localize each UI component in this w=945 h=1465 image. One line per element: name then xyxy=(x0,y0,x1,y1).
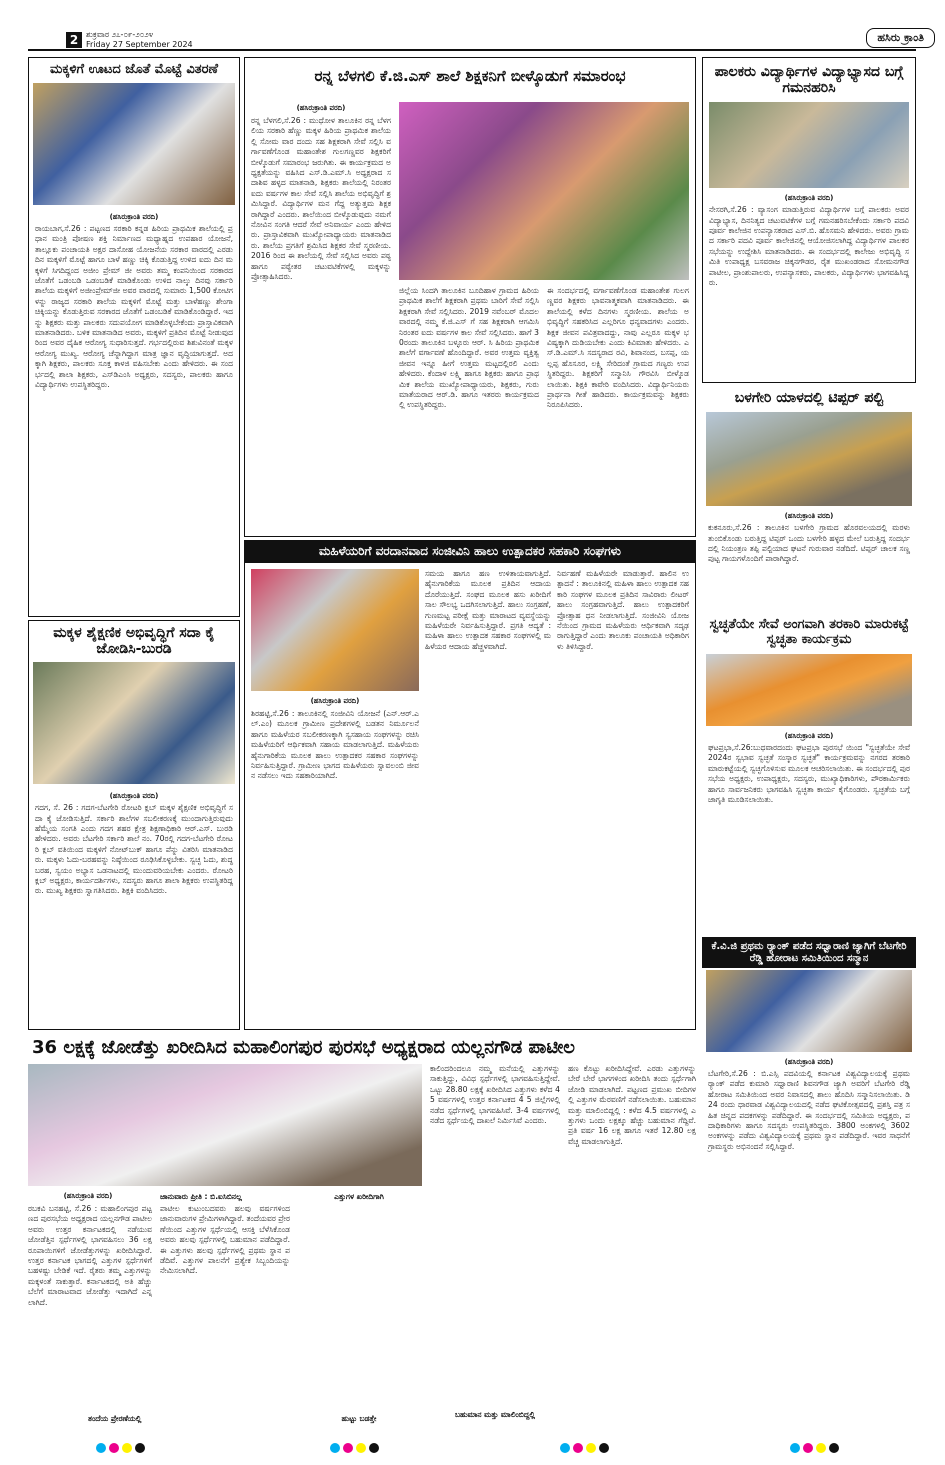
story-dairy xyxy=(244,540,696,1030)
credit: (ಹಸಿರುಕ್ರಾಂತಿ ವರದಿ) xyxy=(784,194,834,203)
credit: (ಹಸಿರುಕ್ರಾಂತಿ ವರದಿ) xyxy=(784,512,834,521)
credit: (ಹಸಿರುಕ್ರಾಂತಿ ವರದಿ) xyxy=(310,697,360,705)
headline: ಮಕ್ಕಳಿಗೆ ಊಟದ ಜೊತೆ ಮೊಟ್ಟೆ ವಿತರಣೆ xyxy=(49,62,219,77)
story-photo xyxy=(33,662,235,784)
headline: ಪಾಲಕರು ವಿದ್ಯಾರ್ಥಿಗಳ ವಿದ್ಯಾಭ್ಯಾಸದ ಬಗ್ಗೆ ಗಮನಹರಿಸಿ xyxy=(714,64,904,97)
story-body-a: ಶಿರಹಟ್ಟಿ,ಸೆ.26 : ತಾಲೂಕಿನಲ್ಲಿ ಸಂಜೀವಿನಿ ಯೋಜನೆ (ಎನ್.ಆರ್.ಎಲ್.ಎಂ) ಮೂಲಕ ಗ್ರಾಮೀಣ ಪ್ರದೇಶಗಳಲ್ಲಿ ಬಡತನ ನಿರ್ಮೂಲನೆ ಹಾಗೂ ಮಹಿಳೆಯರ ಸಬಲೀಕರಣಕ್ಕಾಗಿ ಸ್ವಸಹಾಯ ಸಂಘಗಳನ್ನು ರಚಿಸಿ ಮಹಿಳೆಯರಿಗೆ ಆರ್ಥಿಕವಾಗಿ ಸಹಾಯ ಮಾಡಲಾಗುತ್ತಿದೆ. ಮಹಿಳೆಯರು ಹೈನುಗಾರಿಕೆಯ ಮೂಲಕ ಹಾಲು ಉತ್ಪಾದಕರ ಸಹಕಾರ ಸಂಘಗಳನ್ನು ನಿರ್ವಹಿಸುತ್ತಿದ್ದಾರೆ. ಗ್ರಾಮೀಣ ಭಾಗದ ಮಹಿಳೆಯರು ಸ್ವಾವಲಂಬಿ ಜೀವನ ನಡೆಸಲು ಇದು ಸಹಕಾರಿಯಾಗಿದೆ. xyxy=(251,709,419,781)
story-body-a: ರಬಕವಿ ಬನಹಟ್ಟಿ, ಸೆ.26 : ಮಹಾಲಿಂಗಪುರ ಪಟ್ಟಣದ ಪುರಸಭೆಯ ಅಧ್ಯಕ್ಷರಾದ ಯಲ್ಲನಗೌಡ ಪಾಟೀಲ ಅವರು ಉತ್ತರ ಕರ್ನಾಟಕದಲ್ಲಿ ನಡೆಯುವ ಜೋಡೆತ್ತಿನ ಸ್ಪರ್ಧೆಗಳಲ್ಲಿ ಭಾಗವಹಿಸಲು 36 ಲಕ್ಷ ರೂಪಾಯಿಗಳಿಗೆ ಜೋಡೆತ್ತುಗಳನ್ನು ಖರೀದಿಸಿದ್ದಾರೆ. ಉತ್ತರ ಕರ್ನಾಟಕ ಭಾಗದಲ್ಲಿ ಎತ್ತುಗಳ ಸ್ಪರ್ಧೆಗಳಿಗೆ ಬಹಳಷ್ಟು ಬೇಡಿಕೆ ಇದೆ. ರೈತರು ತಮ್ಮ ಎತ್ತುಗಳನ್ನು ಮಕ್ಕಳಂತೆ ಸಾಕುತ್ತಾರೆ. ಕರ್ನಾಟಕದಲ್ಲಿ ಅತಿ ಹೆಚ್ಚು ಬೆಲೆಗೆ ಮಾರಾಟವಾದ ಜೋಡೆತ್ತು ಇದಾಗಿದೆ ಎನ್ನಲಾಗಿದೆ. xyxy=(28,1204,152,1307)
cmyk-mark-center-right xyxy=(560,1443,620,1453)
credit: (ಹಸಿರುಕ್ರಾಂತಿ ವರದಿ) xyxy=(109,212,159,221)
masthead: ಹಸಿರು ಕ್ರಾಂತಿ xyxy=(866,28,935,48)
story-body-d: ಹಣ ಕೊಟ್ಟು ಖರೀದಿಸಿದ್ದೇವೆ. ಎರಡು ಎತ್ತುಗಳನ್ನು ಬೇರೆ ಬೇರೆ ಭಾಗಗಳಿಂದ ಖರೀದಿಸಿ ತಂದು ಸ್ಪರ್ಧೆಗಾಗಿ ಜೋಡಿ ಮಾಡಲಾಗಿದೆ. ಪಟ್ಟಣದ ಪ್ರಮುಖ ಬೀದಿಗಳಲ್ಲಿ ಎತ್ತುಗಳ ಮೆರವಣಿಗೆ ನಡೆಸಲಾಯಿತು. ಬಹುಮಾನ ಮತ್ತು ಮಾಲಿಂಬಿದ್ದಲ್ಲಿ : ಕಳೆದ 4.5 ವರ್ಷಗಳಲ್ಲಿ ಎತ್ತುಗಳು ಒಂದು ಲಕ್ಷಕ್ಕೂ ಹೆಚ್ಚು ಬಹುಮಾನ ಗೆದ್ದಿವೆ. ಪ್ರತಿ ವರ್ಷ 16 ಲಕ್ಷ ಹಾಗೂ ಇತರೆ 12.80 ಲಕ್ಷ ವೆಚ್ಚ ಮಾಡಲಾಗುತ್ತಿದೆ. xyxy=(568,1064,696,1146)
story-body-c: ನಿರ್ವಹಣೆ ಮಹಿಳೆಯರೇ ಮಾಡುತ್ತಾರೆ. ಹಾಲಿನ ಉತ್ಪಾದನೆ : ತಾಲೂಕಿನಲ್ಲಿ ಮಹಿಳಾ ಹಾಲು ಉತ್ಪಾದಕ ಸಹಕಾರಿ ಸಂಘಗಳ ಮೂಲಕ ಪ್ರತಿದಿನ ಸಾವಿರಾರು ಲೀಟರ್ ಹಾಲು ಸಂಗ್ರಹವಾಗುತ್ತಿದೆ. ಹಾಲು ಉತ್ಪಾದಕರಿಗೆ ಪ್ರೋತ್ಸಾಹ ಧನ ನೀಡಲಾಗುತ್ತಿದೆ. ಸಂಜೀವಿನಿ ಯೋಜನೆಯಿಂದ ಗ್ರಾಮದ ಮಹಿಳೆಯರು ಆರ್ಥಿಕವಾಗಿ ಸದೃಢರಾಗುತ್ತಿದ್ದಾರೆ ಎಂದು ತಾಲೂಕು ಪಂಚಾಯತಿ ಅಧಿಕಾರಿಗಳು ತಿಳಿಸಿದ್ದಾರೆ. xyxy=(557,569,689,651)
credit: (ಹಸಿರುಕ್ರಾಂತಿ ವರದಿ) xyxy=(784,1058,834,1066)
headline: 36 ಲಕ್ಷಕ್ಕೆ ಜೋಡೆತ್ತು ಖರೀದಿಸಿದ ಮಹಾಲಿಂಗಪುರ ಪುರಸಭೆ ಅಧ್ಯಕ್ಷರಾದ ಯಲ್ಲನಗೌಡ ಪಾಟೀಲ xyxy=(32,1037,575,1058)
page-header xyxy=(0,0,945,52)
headline: ಬಳಗೇರಿ ಯಾಳದಲ್ಲಿ ಟಿಪ್ಪರ್ ಪಲ್ಟಿ xyxy=(734,390,884,406)
cmyk-mark-right xyxy=(790,1443,850,1453)
story-photo xyxy=(33,83,235,205)
header-rule xyxy=(28,49,916,51)
headline: ಮಕ್ಕಳ ಶೈಕ್ಷಣಿಕ ಅಭಿವೃದ್ಧಿಗೆ ಸದಾ ಕೈ ಜೋಡಿಸಿ-ಬುರಡಿ xyxy=(53,625,215,658)
story-kvg xyxy=(702,937,916,1437)
story-body-left: ರನ್ನ ಬೆಳಗಲಿ,ಸೆ.26 : ಮುಧೋಳ ತಾಲೂಕಿನ ರನ್ನ ಬೆಳಗಲಿಯ ಸರಕಾರಿ ಹೆಣ್ಣು ಮಕ್ಕಳ ಹಿರಿಯ ಪ್ರಾಥಮಿಕ ಶಾಲೆಯಲ್ಲಿ ಸೋಮ ವಾರ ದಂದು ಸಹ ಶಿಕ್ಷಕರಾಗಿ ಸೇವೆ ಸಲ್ಲಿಸಿ ವರ್ಗಾವಣೆಗೊಂಡ ಮಹಾಂತೇಶ ಗುಲಗಣ್ಣವರ ಶಿಕ್ಷಕರಿಗೆ ಬೀಳ್ಕೊಡುಗೆ ಸಮಾರಂಭ ಜರುಗಿತು. ಈ ಕಾರ್ಯಕ್ರಮದ ಅಧ್ಯಕ್ಷತೆಯನ್ನು ವಹಿಸಿದ ಎಸ್.ಡಿ.ಎಮ್.ಸಿ ಅಧ್ಯಕ್ಷರಾದ ಸದಾಶಿವ ಹಳ್ಳದ ಮಾತನಾಡಿ, ಶಿಕ್ಷಕರು ಶಾಲೆಯಲ್ಲಿ ನಿರಂತರ ಐದು ವರ್ಷಗಳ ಕಾಲ ಸೇವೆ ಸಲ್ಲಿಸಿ ಶಾಲೆಯ ಅಭಿವೃದ್ಧಿಗೆ ಶ್ರಮಿಸಿದ್ದಾರೆ. ವಿದ್ಯಾರ್ಥಿಗಳ ಮನ ಗೆದ್ದ ಅತ್ಯುತ್ತಮ ಶಿಕ್ಷಕರಾಗಿದ್ದಾರೆ ಎಂದರು. ಶಾಲೆಯಿಂದ ಬೀಳ್ಕೊಡುವುದು ನಮಗೆ ನೋವಿನ ಸಂಗತಿ ಆದರೆ ಸೇವೆ ಅನಿವಾರ್ಯ ಎಂದು ಹೇಳಿದರು. ಪ್ರಾಸ್ತಾವಿಕವಾಗಿ ಮುಖ್ಯೋಪಾಧ್ಯಾಯರು ಮಾತನಾಡಿದರು. ಶಾಲೆಯ ಪ್ರಗತಿಗೆ ಶ್ರಮಿಸಿದ ಶಿಕ್ಷಕರ ಸೇವೆ ಸ್ಮರಣೀಯ. 2016 ರಿಂದ ಈ ಶಾಲೆಯಲ್ಲಿ ಸೇವೆ ಸಲ್ಲಿಸಿದ ಅವರು ಪಠ್ಯ ಹಾಗೂ ಪಠ್ಯೇತರ ಚಟುವಟಿಕೆಗಳಲ್ಲಿ ಮಕ್ಕಳನ್ನು ಪ್ರೋತ್ಸಾಹಿಸಿದರು. xyxy=(251,116,391,282)
story-body-c: ಕಾಲಿಂದರಿಂದಲೂ ನಮ್ಮ ಮನೆಯಲ್ಲಿ ಎತ್ತುಗಳನ್ನು ಸಾಕುತ್ತಿದ್ದು, ವಿವಿಧ ಸ್ಪರ್ಧೆಗಳಲ್ಲಿ ಭಾಗವಹಿಸುತ್ತಿದ್ದೇವೆ. ಒಟ್ಟು 28.80 ಲಕ್ಷಕ್ಕೆ ಖರೀದಿಸಿದ ಎತ್ತುಗಳು ಕಳೆದ 4 5 ವರ್ಷಗಳಲ್ಲಿ ಉತ್ತರ ಕರ್ನಾಟಕದ 4 5 ಜಿಲ್ಲೆಗಳಲ್ಲಿ ನಡೆದ ಸ್ಪರ್ಧೆಗಳಲ್ಲಿ ಭಾಗವಹಿಸಿವೆ. 3-4 ವರ್ಷಗಳಲ್ಲಿ ನಡೆದ ಸ್ಪರ್ಧೆಯಲ್ಲಿ ದಾಖಲೆ ನಿರ್ಮಿಸಿವೆ ಎಂದರು. xyxy=(430,1064,560,1126)
headline: ರನ್ನ ಬೆಳಗಲಿ ಕೆ.ಜಿ.ಎಸ್ ಶಾಲೆ ಶಿಕ್ಷಕನಿಗೆ ಬೀಳ್ಕೊಡುಗೆ ಸಮಾರಂಭ xyxy=(314,67,626,85)
story-body: ಬೆಟಗೇರಿ,ಸೆ.26 : ಬಿ.ಎಸ್ಸಿ ಪದವಿಯಲ್ಲಿ ಕರ್ನಾಟಕ ವಿಶ್ವವಿದ್ಯಾಲಯಕ್ಕೆ ಪ್ರಥಮ ರ್‍ಯಾಂಕ್ ಪಡೆದ ಕುಮಾರಿ ಸಧ್ವಾರಾಣಿ ಶಿವನಗೌಡ ಜ್ಯಾಗಿ ಅವರಿಗೆ ಬೆಟಗೇರಿ ರೆಡ್ಡಿ ಹೋರಾಟ ಸಮಿತಿಯಿಂದ ಅವರ ನಿವಾಸದಲ್ಲಿ ಶಾಲು ಹೊದಿಸಿ ಸನ್ಮಾನಿಸಲಾಯಿತು. ಡಿ 24 ರಂದು ಧಾರವಾಡ ವಿಶ್ವವಿದ್ಯಾಲಯದಲ್ಲಿ ನಡೆದ ಘಟಿಕೋತ್ಸವದಲ್ಲಿ ಪ್ರಶಸ್ತಿ ಪತ್ರ ಸಹಿತ ಚಿನ್ನದ ಪದಕಗಳನ್ನು ಪಡೆದಿದ್ದಾರೆ. ಈ ಸಂದರ್ಭದಲ್ಲಿ ಸಮಿತಿಯ ಅಧ್ಯಕ್ಷರು, ಪದಾಧಿಕಾರಿಗಳು ಹಾಗೂ ಸದಸ್ಯರು ಉಪಸ್ಥಿತರಿದ್ದರು. 3800 ಅಂಕಗಳಲ್ಲಿ 3602 ಅಂಕಗಳನ್ನು ಪಡೆದು ವಿಶ್ವವಿದ್ಯಾಲಯಕ್ಕೆ ಪ್ರಥಮ ಸ್ಥಾನ ಪಡೆದಿದ್ದಾರೆ. ಇವರ ಸಾಧನೆಗೆ ಗ್ರಾಮಸ್ಥರು ಅಭಿನಂದನೆ ಸಲ್ಲಿಸಿದ್ದಾರೆ. xyxy=(708,1069,910,1151)
story-body-mid: ಜಿಲ್ಲೆಯ ಸಿಂದಗಿ ತಾಲೂಕಿನ ಬೂದಿಹಾಳ ಗ್ರಾಮದ ಹಿರಿಯ ಪ್ರಾಥಮಿಕ ಶಾಲೆಗೆ ಶಿಕ್ಷಕರಾಗಿ ಪ್ರಥಮ ಬಾರಿಗೆ ಸೇವೆ ಸಲ್ಲಿಸಿ ಶಿಕ್ಷಕರಾಗಿ ಸೇವೆ ಸಲ್ಲಿಸಿದರು. 2019 ನವೆಂಬರ್ ಮೊದಲ ವಾರದಲ್ಲಿ ನಮ್ಮ ಕೆ.ಜಿ.ಎಸ್ ಗೆ ಸಹ ಶಿಕ್ಷಕರಾಗಿ ಆಗಮಿಸಿ ನಿರಂತರ ಐದು ವರ್ಷಗಳ ಕಾಲ ಸೇವೆ ಸಲ್ಲಿಸಿದರು. ಹಾಗೆ 30ರಂದು ತಾಲೂಕಿನ ಬಳ್ಳೂರು ಆರ್. ಸಿ ಹಿರಿಯ ಪ್ರಾಥಮಿಕ ಶಾಲೆಗೆ ವರ್ಗಾವಣೆ ಹೊಂದಿದ್ದಾರೆ. ಅವರ ಉತ್ತಮ ವ್ಯಕ್ತಿತ್ವ ಜೀವನ ಇನ್ನೂ ಹೀಗೆ ಉತ್ತಮ ಮಟ್ಟದಲ್ಲಿರಲಿ ಎಂದು ಹೇಳಿದರು. ಕೆಂದಾಳ ಲಕ್ಷ್ಮಿ ಹಾಗೂ ಶಿಕ್ಷಕರು ಹಾಗೂ ಪ್ರಾಥಮಿಕ ಶಾಲೆಯ ಮುಖ್ಯೋಪಾಧ್ಯಾಯರು, ಶಿಕ್ಷಕರು, ಗುರು ಮಾತೆಯರಾದ ಆರ್.ಡಿ. ಹಾಗೂ ಇತರರು ಕಾರ್ಯಕ್ರಮದಲ್ಲಿ ಉಪಸ್ಥಿತರಿದ್ದರು. xyxy=(399,286,539,410)
story-photo xyxy=(706,970,912,1052)
story-photo xyxy=(709,102,909,188)
headline: ಸ್ವಚ್ಛತೆಯೇ ಸೇವೆ ಅಂಗವಾಗಿ ತರಕಾರಿ ಮಾರುಕಟ್ಟೆ ಸ್ವಚ್ಛತಾ ಕಾರ್ಯಕ್ರಮ xyxy=(709,617,909,647)
story-photo xyxy=(251,569,419,691)
page-number: 2 xyxy=(66,32,82,48)
story-photo xyxy=(706,654,912,726)
story-body: ಕುಕನೂರು,ಸೆ.26 : ತಾಲೂಕಿನ ಬಳಗೇರಿ ಗ್ರಾಮದ ಹೊರವಲಯದಲ್ಲಿ ಮರಳು ತುಂಬಿಕೊಂಡು ಬರುತ್ತಿದ್ದ ಟಿಪ್ಪರ್ ಒಂದು ಬಳಗೇರಿ ಹಳ್ಳದ ಮೇಲೆ ಬರುತ್ತಿದ್ದ ಸಂದರ್ಭದಲ್ಲಿ ನಿಯಂತ್ರಣ ತಪ್ಪಿ ಪಲ್ಟಿಯಾದ ಘಟನೆ ಗುರುವಾರ ನಡೆದಿದೆ. ಟಿಪ್ಪರ್ ಚಾಲಕ ಸಣ್ಣಪುಟ್ಟ ಗಾಯಗಳೊಂದಿಗೆ ಪಾರಾಗಿದ್ದಾರೆ. xyxy=(708,523,910,564)
credit: (ಹಸಿರುಕ್ರಾಂತಿ ವರದಿ) xyxy=(784,731,834,740)
credit: (ಹಸಿರುಕ್ರಾಂತಿ ವರದಿ) xyxy=(109,792,159,801)
date-english: Friday 27 September 2024 xyxy=(86,40,193,49)
story-body-b: ಸಮಯ ಹಾಗೂ ಹಣ ಉಳಿತಾಯವಾಗುತ್ತಿದೆ. ಹೈನುಗಾರಿಕೆಯ ಮೂಲಕ ಪ್ರತಿದಿನ ಆದಾಯ ದೊರೆಯುತ್ತಿದೆ. ಸಂಘದ ಮೂಲಕ ಹಸು ಖರೀದಿಗೆ ಸಾಲ ಸೌಲಭ್ಯ ಒದಗಿಸಲಾಗುತ್ತಿದೆ. ಹಾಲು ಸಂಗ್ರಹಣೆ, ಗುಣಮಟ್ಟ ಪರೀಕ್ಷೆ ಮತ್ತು ಮಾರಾಟದ ವ್ಯವಸ್ಥೆಯನ್ನು ಮಹಿಳೆಯರೇ ನಿರ್ವಹಿಸುತ್ತಿದ್ದಾರೆ. ಪ್ರಗತಿ ಆದ್ಯತೆ : ಮಹಿಳಾ ಹಾಲು ಉತ್ಪಾದಕ ಸಹಕಾರ ಸಂಘಗಳಲ್ಲಿ ಮಹಿಳೆಯರ ಆದಾಯ ಹೆಚ್ಚಳವಾಗಿದೆ. xyxy=(425,569,551,651)
credit: (ಹಸಿರುಕ್ರಾಂತಿ ವರದಿ) xyxy=(296,104,346,112)
story-photo xyxy=(28,1064,422,1186)
story-swachhata xyxy=(702,614,916,934)
story-education xyxy=(28,620,240,1030)
story-photo xyxy=(399,102,689,280)
story-body: ಗದಗ, ಸೆ. 26 : ಗದಗ-ಬೆಟಗೇರಿ ರೋಟರಿ ಕ್ಲಬ್ ಮಕ್ಕಳ ಶೈಕ್ಷಣಿಕ ಅಭಿವೃದ್ಧಿಗೆ ಸದಾ ಕೈ ಜೋಡಿಸುತ್ತಿದೆ. ಸರ್ಕಾರಿ ಶಾಲೆಗಳ ಸಬಲೀಕರಣಕ್ಕೆ ಮುಂದಾಗುತ್ತಿರುವುದು ಹೆಮ್ಮೆಯ ಸಂಗತಿ ಎಂದು ಗದಗ ಶಹರ ಕ್ಷೇತ್ರ ಶಿಕ್ಷಣಾಧಿಕಾರಿ ಆರ್.ಎಸ್. ಬುರಡಿ ಹೇಳಿದರು. ಅವರು ಬೆಟಗೇರಿ ಸರ್ಕಾರಿ ಶಾಲೆ ನಂ. 70ರಲ್ಲಿ ಗದಗ-ಬೆಟಗೇರಿ ರೋಟರಿ ಕ್ಲಬ್ ವತಿಯಿಂದ ಮಕ್ಕಳಿಗೆ ನೋಟ್‌ಬುಕ್ ಹಾಗೂ ಪೆನ್ನು ವಿತರಿಸಿ ಮಾತನಾಡಿದರು. ಮಕ್ಕಳು ಓದು-ಬರಹವನ್ನು ನಿಷ್ಠೆಯಿಂದ ರೂಢಿಸಿಕೊಳ್ಳಬೇಕು. ಸ್ವಚ್ಛ ಓದು, ಶುದ್ಧ ಬರಹ, ಸ್ವಯಂ ಅಭ್ಯಾಸ ಒಡನಾಟದಲ್ಲಿ ಮುಂದುವರಿಯಬೇಕು ಎಂದರು. ರೋಟರಿ ಕ್ಲಬ್ ಅಧ್ಯಕ್ಷರು, ಕಾರ್ಯದರ್ಶಿಗಳು, ಸದಸ್ಯರು ಹಾಗೂ ಶಾಲಾ ಶಿಕ್ಷಕರು ಉಪಸ್ಥಿತರಿದ್ದರು. ಮುಖ್ಯ ಶಿಕ್ಷಕರು ಸ್ವಾಗತಿಸಿದರು. ಶಿಕ್ಷಕಿ ವಂದಿಸಿದರು. xyxy=(35,803,233,896)
story-body: ನೇಸರಗಿ,ಸೆ.26 : ವ್ಯಾಸಂಗ ಮಾಡುತ್ತಿರುವ ವಿದ್ಯಾರ್ಥಿಗಳ ಬಗ್ಗೆ ಪಾಲಕರು ಅವರ ವಿದ್ಯಾಭ್ಯಾಸ, ದಿನನಿತ್ಯದ ಚಟುವಟಿಕೆಗಳ ಬಗ್ಗೆ ಗಮನಹರಿಸಬೇಕೆಂದು ಸರ್ಕಾರಿ ಪದವಿ ಪೂರ್ವ ಕಾಲೇಜಿನ ಉಪನ್ಯಾಸಕರಾದ ಎಸ್.ಬಿ. ಹೊಸಮನಿ ಹೇಳಿದರು. ಅವರು ಗ್ರಾಮದ ಸರ್ಕಾರಿ ಪದವಿ ಪೂರ್ವ ಕಾಲೇಜಿನಲ್ಲಿ ಆಯೋಜಿಸಲಾಗಿದ್ದ ವಿದ್ಯಾರ್ಥಿಗಳ ಪಾಲಕರ ಸಭೆಯನ್ನು ಉದ್ದೇಶಿಸಿ ಮಾತನಾಡಿದರು. ಈ ಸಂದರ್ಭದಲ್ಲಿ ಕಾಲೇಜು ಅಭಿವೃದ್ಧಿ ಸಮಿತಿ ಉಪಾಧ್ಯಕ್ಷ ಬಸವರಾಜ ಚಿಕ್ಕನಗೌಡರ, ರೈತ ಮುಖಂಡರಾದ ಸೋಮನಗೌಡ ಪಾಟೀಲ, ಪ್ರಾಂಶುಪಾಲರು, ಉಪನ್ಯಾಸಕರು, ಪಾಲಕರು, ವಿದ್ಯಾರ್ಥಿಗಳು ಭಾಗವಹಿಸಿದ್ದರು. xyxy=(709,205,909,288)
subhead-birth: ಹುಟ್ಟು ಬಡತ್ತೇ xyxy=(341,1414,377,1423)
subhead-prize: ಬಹುಮಾನ ಮತ್ತು ಮಾಲಿಂಬಿದ್ದಲ್ಲಿ xyxy=(454,1410,536,1419)
story-photo xyxy=(706,412,912,506)
cmyk-mark-center-left xyxy=(330,1443,390,1453)
subhead-purchase: ಎತ್ತುಗಳ ಖರೀದಿಗಾಗಿ xyxy=(334,1192,384,1201)
story-body: ಘಟಪ್ರಭಾ,ಸೆ.26:ಬುಧವಾರದಂದು ಘಟಪ್ರಭಾ ಪುರಸಭೆ ಯಿಂದ "ಸ್ವಚ್ಛತೆಯೇ ಸೇವೆ 2024ರ ಸ್ವಭಾವ ಸ್ವಚ್ಛತೆ ಸಂಸ್ಕಾರ ಸ್ವಚ್ಛತೆ" ಕಾರ್ಯಕ್ರಮವನ್ನು ನಗರದ ತರಕಾರಿ ಮಾರುಕಟ್ಟೆಯಲ್ಲಿ ಸ್ವಚ್ಛಗೊಳಿಸುವ ಮೂಲಕ ಆಚರಿಸಲಾಯಿತು. ಈ ಸಂದರ್ಭದಲ್ಲಿ ಪುರಸಭೆಯ ಅಧ್ಯಕ್ಷರು, ಉಪಾಧ್ಯಕ್ಷರು, ಸದಸ್ಯರು, ಮುಖ್ಯಾಧಿಕಾರಿಗಳು, ಪೌರಕಾರ್ಮಿಕರು ಹಾಗೂ ಸಾರ್ವಜನಿಕರು ಭಾಗವಹಿಸಿ ಸ್ವಚ್ಛತಾ ಕಾರ್ಯ ಕೈಗೊಂಡರು. ಸ್ವಚ್ಛತೆಯ ಬಗ್ಗೆ ಜಾಗೃತಿ ಮೂಡಿಸಲಾಯಿತು. xyxy=(708,742,910,804)
credit: (ಹಸಿರುಕ್ರಾಂತಿ ವರದಿ) xyxy=(63,1192,113,1200)
story-lunch xyxy=(28,57,240,617)
headline: ಕೆ.ವಿ.ಜಿ ಪ್ರಥಮ ರ್‍ಯಾಂಕ್ ಪಡೆದ ಸಧ್ವಾರಾಣಿ ಜ್ಯಾಗಿಗೆ ಬೆಟಗೇರಿ ರೆಡ್ಡಿ ಹೋರಾಟ ಸಮಿತಿಯಿಂದ ಸನ್ಮಾನ xyxy=(702,937,916,968)
story-tipper xyxy=(702,386,916,612)
subhead-love: ಜಾನುವಾರು ಪ್ರೀತಿ : ಬಿ.ಐಸಿಬಿನಲ್ಲ xyxy=(160,1192,242,1201)
headline: ಮಹಿಳೆಯರಿಗೆ ವರದಾನವಾದ ಸಂಜೀವಿನಿ ಹಾಲು ಉತ್ಪಾದಕರ ಸಹಕಾರಿ ಸಂಘಗಳು xyxy=(245,541,695,563)
subhead-father: ತಂದೆಯ ಪ್ರೇರಣೆಯಲ್ಲಿ xyxy=(88,1414,142,1423)
dateline xyxy=(86,30,193,50)
story-body-b: ಪಾಟೀಲ ಕುಟುಂಬದವರು ಹಲವು ವರ್ಷಗಳಿಂದ ಜಾನುವಾರುಗಳ ಪ್ರೇಮಿಗಳಾಗಿದ್ದಾರೆ. ತಂದೆಯವರ ಪ್ರೇರಣೆಯಿಂದ ಎತ್ತುಗಳ ಸ್ಪರ್ಧೆಯಲ್ಲಿ ಆಸಕ್ತಿ ಬೆಳೆಸಿಕೊಂಡ ಅವರು ಹಲವು ಸ್ಪರ್ಧೆಗಳಲ್ಲಿ ಬಹುಮಾನ ಪಡೆದಿದ್ದಾರೆ. ಈ ಎತ್ತುಗಳು ಹಲವು ಸ್ಪರ್ಧೆಗಳಲ್ಲಿ ಪ್ರಥಮ ಸ್ಥಾನ ಪಡೆದಿವೆ. ಎತ್ತುಗಳ ಪಾಲನೆಗೆ ಪ್ರತ್ಯೇಕ ಸಿಬ್ಬಂದಿಯನ್ನು ನೇಮಿಸಲಾಗಿದೆ. xyxy=(160,1204,290,1276)
date-kannada: ಶುಕ್ರವಾರ ೨೭-೦೯-೨೦೨೪ xyxy=(86,30,154,39)
story-ranna xyxy=(244,57,696,537)
story-body-right: ಈ ಸಂದರ್ಭದಲ್ಲಿ ವರ್ಗಾವಣೆಗೊಂಡ ಮಹಾಂತೇಶ ಗುಲಗಣ್ಣವರ ಶಿಕ್ಷಕರು ಭಾವನಾತ್ಮಕವಾಗಿ ಮಾತನಾಡಿದರು. ಈ ಶಾಲೆಯಲ್ಲಿ ಕಳೆದ ದಿನಗಳು ಸ್ಮರಣೀಯ. ಶಾಲೆಯ ಅಭಿವೃದ್ಧಿಗೆ ಸಹಕರಿಸಿದ ಎಲ್ಲರಿಗೂ ಧನ್ಯವಾದಗಳು ಎಂದರು. ಶಿಕ್ಷಕ ಜೀವನ ಪವಿತ್ರವಾದದ್ದು, ನಾವು ಎಲ್ಲರೂ ಮಕ್ಕಳ ಭವಿಷ್ಯಕ್ಕಾಗಿ ದುಡಿಯಬೇಕು ಎಂದು ಕಿವಿಮಾತು ಹೇಳಿದರು. ಎಸ್.ಡಿ.ಎಮ್.ಸಿ ಸದಸ್ಯರಾದ ರವಿ, ಶಿವಾನಂದ, ಬಸಪ್ಪ, ಯಲ್ಲಪ್ಪ ಹೊಸೂರ, ಲಕ್ಷ್ಮಿ ಸೇರಿದಂತೆ ಗ್ರಾಮದ ಗಣ್ಯರು ಉಪಸ್ಥಿತರಿದ್ದರು. ಶಿಕ್ಷಕರಿಗೆ ಸನ್ಮಾನಿಸಿ ಗೌರವಿಸಿ ಬೀಳ್ಕೊಡಲಾಯಿತು. ಶಿಕ್ಷಕಿ ಕಾವೇರಿ ವಂದಿಸಿದರು. ವಿದ್ಯಾರ್ಥಿನಿಯರು ಪ್ರಾರ್ಥನಾ ಗೀತೆ ಹಾಡಿದರು. ಕಾರ್ಯಕ್ರಮವನ್ನು ಶಿಕ್ಷಕರು ನಿರೂಪಿಸಿದರು. xyxy=(547,286,689,410)
story-parents xyxy=(702,57,916,383)
story-body: ರಾಯಬಾಗ,ಸೆ.26 : ಪಟ್ಟಣದ ಸರಕಾರಿ ಕನ್ನಡ ಹಿರಿಯ ಪ್ರಾಥಮಿಕ ಶಾಲೆಯಲ್ಲಿ ಪ್ರಧಾನ ಮಂತ್ರಿ ಪೋಷಣ ಶಕ್ತಿ ನಿರ್ಮಾಣದ ಮಧ್ಯಾಹ್ನದ ಉಪಹಾರ ಯೋಜನೆ, ತಾಲ್ಲೂಕು ಪಂಚಾಯತಿ ಅಕ್ಷರ ದಾಸೋಹ ಯೋಜನೆಯ ಸರಕಾರ ವಾರದಲ್ಲಿ ಎರಡು ದಿನ ಮಕ್ಕಳಿಗೆ ಮೊಟ್ಟೆ ಹಾಗೂ ಬಾಳೆ ಹಣ್ಣು ಚಿಕ್ಕಿ ಕೊಡುತ್ತಿದ್ದ ಉಳಿದ ಐದು ದಿನ ಮಕ್ಕಳಿಗೆ ಸಿಗದಿದ್ದಂದ ಅಜೀಂ ಪ್ರೇಮ್ ಜೀ ಅವರು ತಮ್ಮ ಕಂಪನಿಯಿಂದ ಸರಕಾರದ ಜೊತೆಗೆ ಒಡಂಬಡಿ ಒಡಂಬಡಿಕೆ ಮಾಡಿಕೊಂಡು ಉಳಿದ ನಾಲ್ಕು ದಿನವು ಸರ್ಕಾರಿ ಶಾಲೆಯ ಮಕ್ಕಳಿಗೆ ಅಜೀಂಪ್ರೇಮ್‌ಜೀ ಅವರ ವಾರದಲ್ಲಿ ಸುಮಾರು 1,500 ಕೋಟಿಗಳನ್ನು ರಾಜ್ಯದ ಸರಕಾರಿ ಶಾಲೆಯ ಮಕ್ಕಳಿಗೆ ಮೊಟ್ಟೆ ಮತ್ತು ಬಾಳೆಹಣ್ಣು ಶೇಂಗಾ ಚಿಕ್ಕಿಯನ್ನು ಕೊಡುತ್ತಿರುವ ಸರಕಾರದ ಜೊತೆಗೆ ಒಡಂಬಡಿಕೆ ಮಾಡಿಕೊಂಡಿದ್ದಾರೆ. ಇದನ್ನು ಶಿಕ್ಷಕರು ಮತ್ತು ಪಾಲಕರು ಸದುಪಯೋಗ ಮಾಡಿಕೊಳ್ಳಬೇಕೆಂದು ಪ್ರಾಸ್ತಾವಿಕವಾಗಿ ಮಾತನಾಡಿದರು. ಬಳಿಕ ಮಾತನಾಡಿದ ಅವರು, ಮಕ್ಕಳಿಗೆ ಪ್ರತಿದಿನ ಮೊಟ್ಟೆ ನೀಡುವುದರಿಂದ ಅವರ ದೈಹಿಕ ಆರೋಗ್ಯ ಸುಧಾರಿಸುತ್ತದೆ. ಗರ್ಭದಲ್ಲಿರುವ ಶಿಶುವಿನಂತೆ ಮಕ್ಕಳ ಆರೋಗ್ಯ ಮುಖ್ಯ. ಆರೋಗ್ಯ ಚೆನ್ನಾಗಿದ್ದಾಗ ಮಾತ್ರ ಜ್ಞಾನ ವೃದ್ಧಿಯಾಗುತ್ತದೆ. ಅದಕ್ಕಾಗಿ ಶಿಕ್ಷಕರು, ಪಾಲಕರು ಸೂಕ್ತ ಕಾಳಜಿ ವಹಿಸಬೇಕು ಎಂದು ಹೇಳಿದರು. ಈ ಸಂದರ್ಭದಲ್ಲಿ ಶಾಲಾ ಶಿಕ್ಷಕರು, ಎಸ್‌ಡಿಎಂಸಿ ಅಧ್ಯಕ್ಷರು, ಸದಸ್ಯರು, ಪಾಲಕರು ಹಾಗೂ ವಿದ್ಯಾರ್ಥಿಗಳು ಉಪಸ್ಥಿತರಿದ್ದರು. xyxy=(35,223,233,390)
story-mahalingapur xyxy=(28,1034,696,1439)
cmyk-mark-left xyxy=(96,1443,156,1453)
